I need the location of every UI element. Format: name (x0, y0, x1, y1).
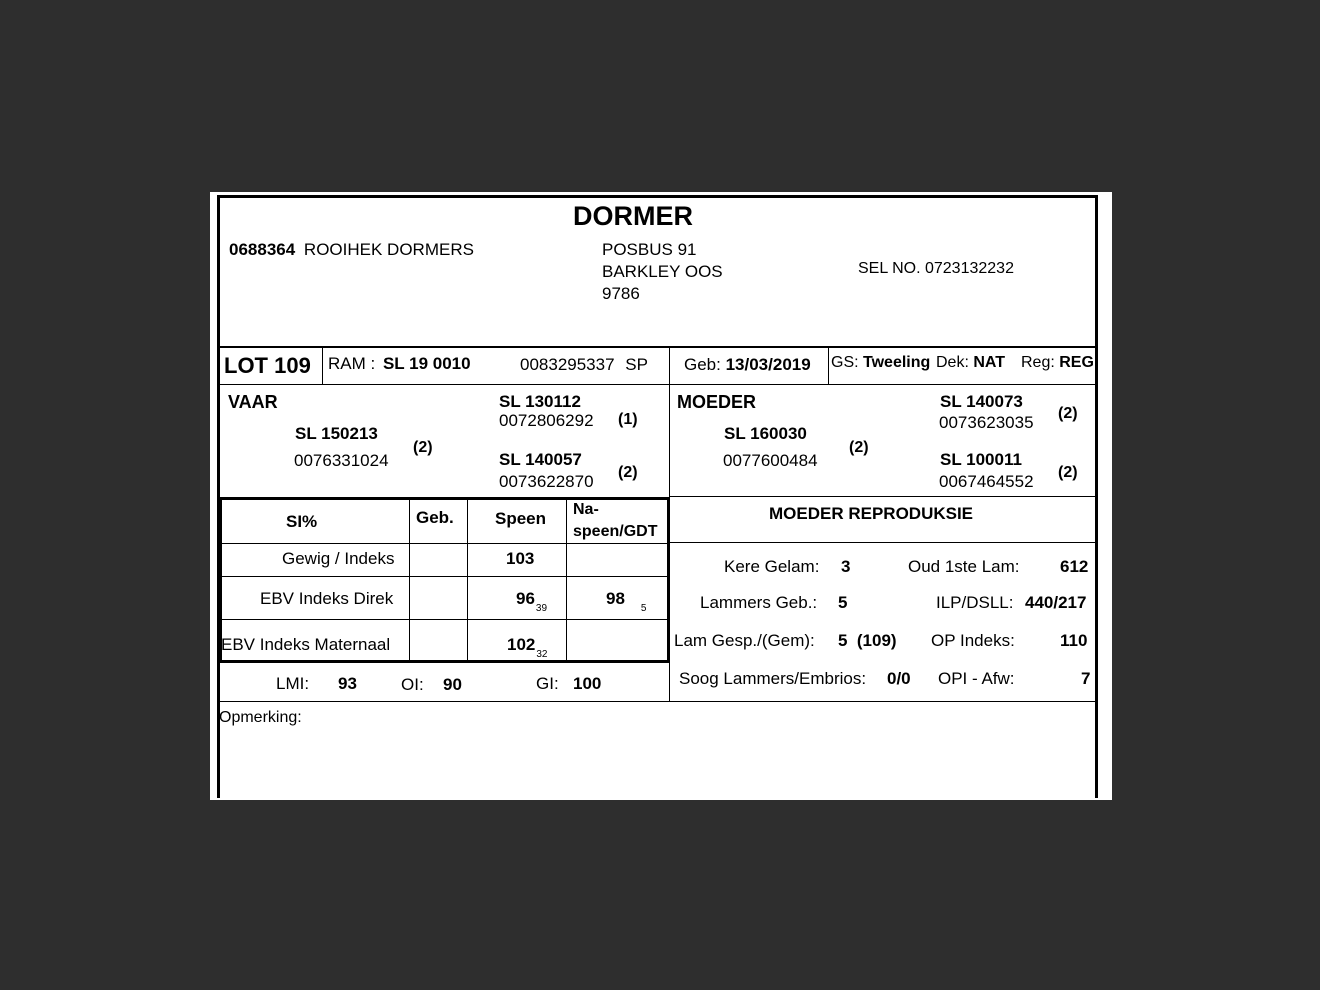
dek-info (936, 354, 1005, 372)
soog-label: Soog Lammers/Embrios: (679, 669, 867, 688)
ram-reg-number: 0083295337 (520, 355, 615, 374)
ram-id: SL 19 0010 (382, 354, 471, 373)
divider-lot (219, 384, 1096, 385)
si-col-line-1 (409, 500, 410, 660)
si-header-speen: Speen (495, 509, 547, 528)
si-row-3-speen-sub: 32 (536, 649, 548, 660)
breeder-info (229, 240, 474, 260)
sire-number: 0076331024 (294, 451, 389, 470)
dam-number: 0077600484 (723, 451, 818, 470)
dam-dam-code: (2) (1058, 464, 1078, 481)
divider-indices (219, 701, 1096, 702)
si-row-line-3 (222, 619, 667, 620)
ram-suffix: SP (625, 355, 648, 374)
breed-title: DORMER (573, 201, 693, 231)
lot-divider (322, 347, 323, 384)
sire-id: SL 150213 (295, 424, 378, 443)
dam-id: SL 160030 (724, 424, 807, 443)
sire-sire-number: 0072806292 (499, 411, 594, 430)
lam-gesp-label: Lam Gesp./(Gem): (674, 631, 815, 650)
cutoff-text-strip (250, 795, 1070, 801)
gi-value: 100 (573, 674, 602, 693)
si-row-2-naspeen (606, 589, 647, 614)
ram-reg (520, 355, 648, 375)
lot-number: LOT 109 (224, 353, 311, 378)
reproduction-title: MOEDER REPRODUKSIE (769, 504, 974, 523)
si-header-label: SI% (286, 512, 318, 531)
dam-sire-number: 0073623035 (939, 413, 1034, 432)
sire-dam-number: 0073622870 (499, 472, 594, 491)
opi-value: 7 (1081, 669, 1091, 688)
dam-code: (2) (849, 439, 869, 456)
reproduction-divider (670, 542, 1096, 543)
kere-gelam-label: Kere Gelam: (724, 557, 820, 576)
birth-divider-left (669, 347, 670, 384)
ram-label: RAM : (328, 354, 376, 373)
si-row-2-naspeen-value: 98 (606, 589, 625, 608)
si-row-3-speen-value: 102 (507, 635, 536, 654)
ram-info (328, 354, 471, 374)
si-row-line-2 (222, 576, 667, 577)
lmi-label: LMI: (276, 674, 310, 693)
dek-value: NAT (973, 354, 1006, 371)
reg-info (1021, 354, 1094, 372)
divider-header (219, 346, 1096, 348)
lam-gesp-value: 5 (109) (838, 631, 897, 650)
address-line-2: BARKLEY OOS (602, 262, 723, 281)
divider-pedigree-right (670, 496, 1096, 497)
lammers-geb-label: Lammers Geb.: (700, 593, 818, 612)
sire-code: (2) (413, 439, 433, 456)
si-row-2-speen-value: 96 (516, 589, 535, 608)
oud-value: 612 (1060, 557, 1089, 576)
remark-label: Opmerking: (219, 709, 302, 726)
gs-label: GS: (831, 354, 859, 371)
si-row-2-label: EBV Indeks Direk (260, 589, 394, 608)
gs-info (831, 354, 930, 372)
si-row-1-speen: 103 (506, 549, 535, 568)
breeder-name: ROOIHEK DORMERS (303, 240, 474, 259)
si-row-2-speen-sub: 39 (535, 603, 548, 614)
op-indeks-value: 110 (1060, 631, 1088, 650)
dam-dam-id: SL 100011 (940, 450, 1022, 469)
sire-dam-code: (2) (618, 464, 638, 481)
breeder-code: 0688364 (229, 240, 296, 259)
oud-label: Oud 1ste Lam: (908, 557, 1020, 576)
lmi-value: 93 (338, 674, 357, 693)
phone-number: SEL NO. 0723132232 (858, 260, 1014, 277)
oi-label: OI: (401, 675, 424, 694)
oi-value: 90 (443, 675, 462, 694)
si-row-2-naspeen-sub: 5 (640, 603, 647, 614)
sire-heading: VAAR (228, 392, 278, 412)
dam-sire-id: SL 140073 (940, 392, 1023, 411)
si-row-2-speen (516, 589, 548, 614)
si-row-1-label: Gewig / Indeks (282, 549, 395, 568)
birth-divider-right (828, 347, 829, 384)
si-row-line-1 (222, 543, 667, 544)
si-row-3-label: EBV Indeks Maternaal (221, 635, 391, 654)
opi-label: OPI - Afw: (938, 669, 1015, 688)
dam-dam-number: 0067464552 (939, 472, 1034, 491)
reg-label: Reg: (1021, 354, 1055, 371)
si-header-naspeen: Na- speen/GDT (573, 501, 658, 540)
birth-info (684, 355, 811, 375)
ilp-label: ILP/DSLL: (936, 593, 1014, 612)
dam-sire-code: (2) (1058, 405, 1078, 422)
soog-value: 0/0 (887, 669, 911, 688)
kere-gelam-value: 3 (841, 557, 851, 576)
ilp-value: 440/217 (1025, 593, 1087, 612)
birth-date: 13/03/2019 (725, 355, 811, 374)
sire-sire-code: (1) (618, 411, 638, 428)
si-header-geb: Geb. (416, 508, 454, 527)
si-col-line-2 (467, 500, 468, 660)
op-indeks-label: OP Indeks: (931, 631, 1015, 650)
reg-value: REG (1059, 354, 1094, 371)
lammers-geb-value: 5 (838, 593, 848, 612)
address-line-3: 9786 (602, 284, 640, 303)
si-col-line-3 (566, 500, 567, 660)
address-line-1: POSBUS 91 (602, 240, 697, 259)
si-row-3-speen (507, 635, 548, 660)
dam-heading: MOEDER (677, 392, 757, 412)
sire-dam-id: SL 140057 (499, 450, 582, 469)
sire-sire-id: SL 130112 (499, 392, 581, 411)
dek-label: Dek: (936, 354, 969, 371)
gs-value: Tweeling (863, 354, 931, 371)
birth-label: Geb: (684, 355, 721, 374)
gi-label: GI: (536, 674, 559, 693)
